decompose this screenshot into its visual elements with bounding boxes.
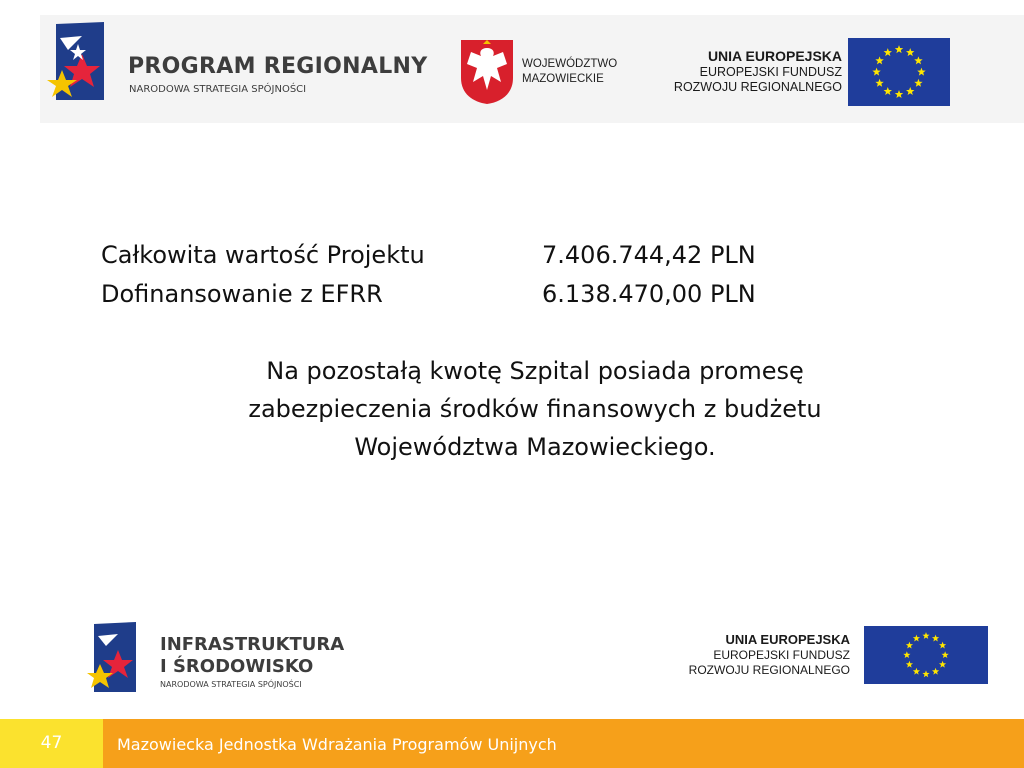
project-value-label: Całkowita wartość Projektu — [101, 241, 425, 269]
voivodeship-name-line1: WOJEWÓDZTWO — [522, 58, 618, 70]
efrr-cofinancing-label: Dofinansowanie z EFRR — [101, 280, 383, 308]
eu-fund-caption-top — [640, 48, 842, 95]
eu-flag-icon — [848, 38, 950, 106]
project-value-amount: 7.406.744,42 PLN — [542, 241, 756, 269]
eu-flag-icon — [864, 626, 988, 684]
eu-fund-line: EUROPEJSKI FUNDUSZ — [699, 65, 842, 79]
efrr-cofinancing-amount: 6.138.470,00 PLN — [542, 280, 756, 308]
mazowsze-eagle-shield-icon — [457, 38, 517, 106]
promise-paragraph — [130, 352, 940, 466]
infrastruktura-title-line1: INFRASTRUKTURA — [160, 634, 345, 655]
infrastruktura-title-line2: I ŚRODOWISKO — [160, 656, 314, 677]
infrastruktura-logo-icon — [80, 620, 138, 694]
paragraph-line: zabezpieczenia środków finansowych z budżetu — [248, 395, 822, 423]
program-regionalny-title: PROGRAM REGIONALNY — [128, 54, 428, 79]
eu-fund-line: ROZWOJU REGIONALNEGO — [673, 80, 842, 94]
infrastruktura-subtitle: NARODOWA STRATEGIA SPÓJNOŚCI — [160, 680, 302, 689]
eu-fund-line: ROZWOJU REGIONALNEGO — [688, 663, 850, 677]
page-number: 47 — [40, 733, 63, 753]
paragraph-line: Na pozostałą kwotę Szpital posiada promesę — [266, 357, 804, 385]
eu-title: UNIA EUROPEJSKA — [707, 48, 842, 64]
program-regionalny-logo-icon — [38, 20, 108, 102]
eu-title: UNIA EUROPEJSKA — [725, 632, 850, 647]
voivodeship-name-line2: MAZOWIECKIE — [522, 73, 604, 85]
program-regionalny-subtitle: NARODOWA STRATEGIA SPÓJNOŚCI — [129, 84, 307, 95]
eu-fund-line: EUROPEJSKI FUNDUSZ — [713, 648, 850, 662]
paragraph-line: Województwa Mazowieckiego. — [354, 433, 716, 461]
eu-fund-caption-bottom — [630, 632, 850, 678]
footer-organization-text: Mazowiecka Jednostka Wdrażania Programów Unijnych — [117, 735, 557, 754]
